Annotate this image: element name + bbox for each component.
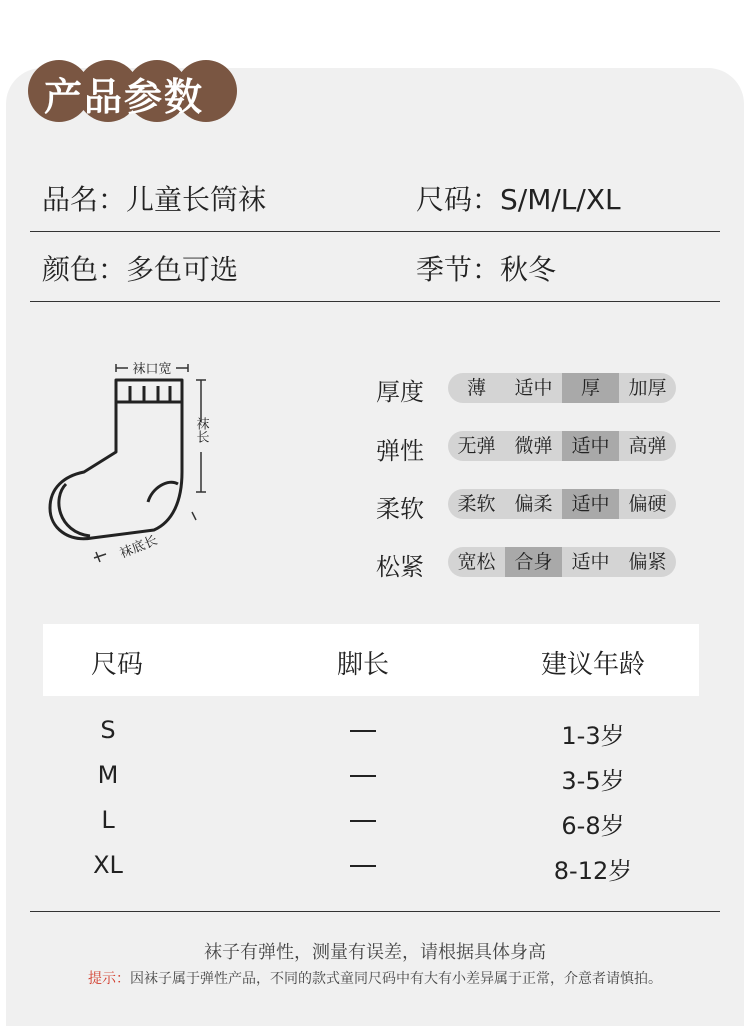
attr-fit-label: 松紧: [376, 553, 424, 581]
measurement-note: 袜子有弹性，测量有误差，请根据具体身高: [204, 942, 546, 963]
header-age: 建议年龄: [541, 650, 646, 680]
tip-text: 因袜子属于弹性产品，不同的款式童同尺码中有大有小差异属于正常，介意者请慎拍。: [130, 971, 662, 987]
age-cell: 3-5岁: [561, 767, 625, 795]
product-color: 颜色：多色可选: [42, 253, 239, 286]
foot-length-cell: [313, 851, 413, 879]
scale-option: 微弹: [514, 435, 553, 457]
tip-note: [0, 968, 750, 988]
divider: [30, 231, 720, 232]
sock-outline-icon: [50, 380, 182, 539]
scale-option-selected: 适中: [562, 489, 619, 519]
table-row: [43, 800, 699, 844]
age-cell: 6-8岁: [561, 812, 625, 840]
tip-label: 提示：: [88, 971, 130, 987]
scale-option-selected: 厚: [562, 373, 619, 403]
sock-diagram: [44, 352, 234, 572]
foot-length-cell: [313, 761, 413, 789]
mouth-width-label: 袜口宽: [132, 362, 172, 377]
page-title: 产品参数: [44, 75, 205, 119]
scale-option: 适中: [571, 551, 610, 573]
scale-option: 偏紧: [628, 551, 667, 573]
size-cell: S: [100, 716, 116, 744]
foot-length-cell: [313, 806, 413, 834]
scale-option: 宽松: [457, 551, 496, 573]
scale-option-selected: 适中: [562, 431, 619, 461]
product-name: 品名：儿童长筒袜: [42, 183, 267, 216]
dash-mark: [350, 865, 376, 867]
table-row: [43, 845, 699, 889]
size-cell: M: [97, 761, 119, 789]
foot-length-cell: [313, 716, 413, 744]
scale-option: 薄: [466, 377, 486, 399]
size-cell: XL: [93, 851, 123, 879]
info-row-1: [30, 164, 720, 232]
scale-option: 偏硬: [628, 493, 667, 515]
scale-option: 柔软: [457, 493, 496, 515]
scale-option: 偏柔: [514, 493, 553, 515]
dash-mark: [350, 820, 376, 822]
table-row: [43, 710, 699, 754]
age-cell: 8-12岁: [553, 857, 633, 885]
table-row: [43, 755, 699, 799]
info-row-2: [30, 234, 720, 302]
attr-softness-label: 柔软: [376, 495, 424, 523]
attr-softness-scale: [448, 489, 676, 519]
size-table-header: [43, 624, 699, 696]
attr-fit-scale: [448, 547, 676, 577]
attr-elasticity-label: 弹性: [376, 437, 424, 465]
size-cell: L: [101, 806, 115, 834]
attr-elasticity-scale: [448, 431, 676, 461]
dash-mark: [350, 730, 376, 732]
scale-option: 适中: [514, 377, 553, 399]
header-size: 尺码: [91, 650, 144, 680]
scale-option-selected: 合身: [505, 547, 562, 577]
attr-thickness-scale: [448, 373, 676, 403]
sock-length-label: 袜长: [193, 417, 209, 443]
sole-length-label: 袜底长: [117, 533, 160, 562]
age-cell: 1-3岁: [561, 722, 625, 750]
scale-option: 无弹: [457, 435, 496, 457]
divider: [30, 301, 720, 302]
scale-option: 高弹: [628, 435, 667, 457]
dash-mark: [350, 775, 376, 777]
product-size: 尺码：S/M/L/XL: [416, 183, 621, 216]
scale-option: 加厚: [628, 377, 667, 399]
product-season: 季节：秋冬: [416, 253, 557, 286]
attr-thickness-label: 厚度: [376, 378, 424, 406]
divider: [30, 911, 720, 912]
header-foot-length: 脚长: [337, 650, 390, 680]
